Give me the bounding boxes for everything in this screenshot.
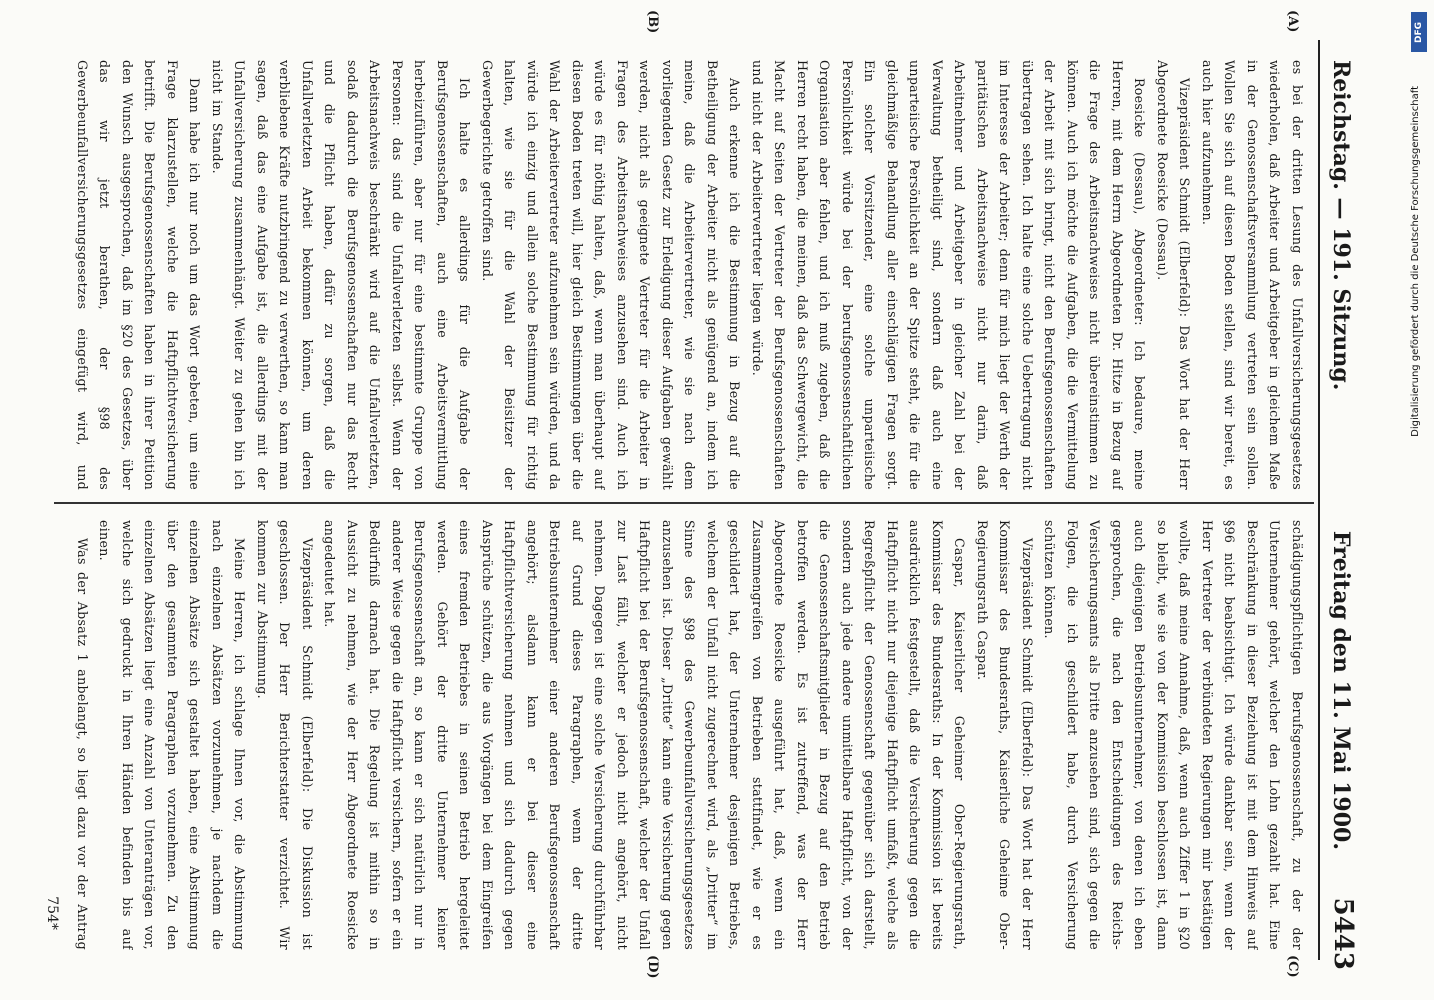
paragraph: Vizepräsident Schmidt (Elberfeld): Das Wort hat der Herr Abgeordnete Roesicke (Dessau). xyxy=(1155,60,1193,490)
paragraph: Auch erkenne ich die Bestimmung in Bezug auf die Betheiligung der Arbeiter nicht als genügend an, indem ich meine, daß die Arbeitervertreter, wie sie nach dem vorliegenden Gesetz zur Erledigung dieser Aufgaben gewählt werden, nicht als geeignete Vertreter für die Arbeiter in Fragen des Arbeitsnachweises anzusehen sind. Auch ich würde es für nöthig halten, daß, wenn man überhaupt auf diesen Boden treten will, hier gleich Bestimmungen über die Wahl der Arbeitervertreter aufzunehmen sein würden, und da würde ich einzig und allein solche Bestimmung für richtig halten, wie sie für die Wahl der Beisitzer der Gewerbegerichte getroffen sind. xyxy=(480,60,743,490)
paragraph: Meine Herren, ich schlage Ihnen vor, die Abstimmung nach einzelnen Absätzen vorzunehmen, je nachdem die einzelnen Absätze sich gestaltet haben, eine Abstimmung über den gesammten Paragraphen vorzunehmen. Zu den einzelnen Absätzen liegt eine Anzahl von Unteranträgen vor, welche sich gedruckt in Ihren Händen befinden bis auf einen. xyxy=(97,520,248,950)
page-number: 5443 xyxy=(1328,897,1358,970)
paragraph: es bei der dritten Lesung des Unfallversicherungsgesetzes wiederholen, daß Arbeiter und Arbeitgeber in gleichem Maße in der Genossenschaftsversammlung vertreten sein sollen. Wollen Sie sich auf diesen Boden stellen, sind wir bereit, es auch hier aufzunehmen. xyxy=(1200,60,1305,490)
column-divider xyxy=(54,502,1314,504)
marker-d: (D) xyxy=(645,955,660,979)
header-session: Reichstag. — 191. Sitzung. xyxy=(1328,60,1354,391)
paragraph: Vizepräsident Schmidt (Elberfeld): Das Wort hat der Herr Kommissar des Bundesraths, Kaiserliche Geheime Ober-Regierungsrath Caspar. xyxy=(975,520,1035,950)
paragraph: Caspar, Kaiserlicher Geheimer Ober-Regierungsrath, Kommissar des Bundesraths: In der Kommission ist bereits ausdrücklich festgestellt, daß die Versicherung gegen die Haftpflicht nicht nur diejenige Haftpflicht umfaßt, welche als Regreßpflicht der Genossenschaft gegenüber sich darstellt, sondern auch jede andere unmittelbare Haftpflicht, von der die Genossenschaftsmitglieder in Bezug auf den Betrieb betroffen werden. Es ist zutreffend, was der Herr Abgeordnete Roesicke ausgeführt hat, daß, wenn ein Zusammengreifen von Betrieben stattfindet, wie er es geschildert hat, der Unternehmer desjenigen Betriebes, welchem der Unfall nicht zugerechnet wird, als „Dritter“ im Sinne des §98 des Gewerbeunfallversicherungsgesetzes anzusehen ist. Dieser „Dritte“ kann eine Versicherung gegen Haftpflicht bei der Berufsgenossenschaft, welcher der Unfall zur Last fällt, welcher er jedoch nicht angehört, nicht nehmen. Dagegen ist eine solche Versicherung durchführbar auf Grund dieses Paragraphen, wenn der dritte Betriebsunternehmer einer anderen Berufsgenossenschaft angehört; alsdann kann er bei dieser eine Haftpflichtversicherung nehmen und sich dadurch gegen Ansprüche schützen, die aus Vorgängen bei dem Eingreifen eines fremden Betriebes in seinen Betrieb hergeleitet werden. Gehört der dritte Unternehmer keiner Berufsgenossenschaft an, so kann er sich natürlich nur in anderer Weise gegen die Haftpflicht versichern, sofern er ein Bedürfniß darnach hat. Die Regelung ist mithin so in Aussicht zu nehmen, wie der Herr Abgeordnete Roesicke angedeutet hat. xyxy=(322,520,968,950)
paragraph: schädigungspflichtigen Berufsgenossenschaft, zu der der Unternehmer gehört, welcher den Lohn gezahlt hat. Eine Beschränkung in dieser Beziehung ist mit dem Hinweis auf §96 nicht beabsichtigt. Ich würde dankbar sein, wenn der Herr Vertreter der verbündeten Regierungen mir bestätigen wollte, daß meine Annahme, daß, wenn auch Ziffer 1 in §20 so bleibt, wie sie von der Kommission beschlossen ist, dann auch diejenigen Betriebsunternehmer, von denen ich eben gesprochen, die nach den Entscheidungen des Reichs-Versicherungsamts als Dritte anzusehen sind, sich gegen die Folgen, die ich geschildert habe, durch Versicherung schützen können. xyxy=(1042,520,1305,950)
digitization-sidebar xyxy=(1408,6,1430,996)
marker-b: (B) xyxy=(645,10,660,34)
paragraph: Vizepräsident Schmidt (Elberfeld): Die Diskussion ist geschlossen. Der Herr Berichterstatter verzichtet. Wir kommen zur Abstimmung. xyxy=(255,520,315,950)
header-date: Freitag den 11. Mai 1900. xyxy=(1328,530,1354,850)
paragraph: Was der Absatz 1 anbelangt, so liegt dazu vor der Antrag xyxy=(75,538,90,950)
paragraph: Ich halte es allerdings für die Aufgabe der Berufsgenossenschaften, auch eine Arbeitsvermittlung herbeizuführen, aber nur für eine bestimmte Gruppe von Personen: das sind die Unfallverletzten selbst. Wenn der Arbeitsnachweis beschränkt wird auf die Unfallverletzten, sodaß dadurch die Berufsgenossenschaften nur das Recht und die Pflicht haben, dafür zu sorgen, daß die Unfallverletzten Arbeit bekommen können, um deren verbliebene Kräfte nutzbringend zu verwerthen, so kann man sagen, daß das eine Aufgabe ist, die allerdings mit der Unfallversicherung zusammenhängt. Weiter zu gehen bin ich nicht im Stande. xyxy=(210,60,473,490)
page-header xyxy=(1318,40,1360,970)
footer-sheet-mark: 754* xyxy=(44,896,60,930)
paragraph: Dann habe ich nur noch um das Wort gebeten, um eine Frage klarzustellen, welche die Haftpflichtversicherung betrifft. Die Berufsgenossenschaften haben in ihrer Petition den Wunsch ausgesprochen, daß im §20 des Gesetzes, über das wir jetzt berathen, der §98 des Gewerbeunfallversicherungsgesetzes eingefügt wird, und xyxy=(75,60,203,490)
dfg-logo-icon: DFG xyxy=(1411,12,1427,52)
marker-a: (A) xyxy=(1285,10,1300,33)
newspaper-page xyxy=(40,10,1360,979)
paragraph: Roesicke (Dessau), Abgeordneter: Ich bedaure, meine Herren, mit dem Herrn Abgeordneten Dr. Hitze in Bezug auf die Frage des Arbeitsnachweises nicht übereinstimmen zu können. Auch ich möchte die Aufgaben, die die Vermittelung der Arbeit mit sich bringt, nicht den Berufsgenossenschaften übertragen sehen. Ich halte eine solche Uebertragung nicht im Interesse der Arbeiter; denn für mich liegt der Werth der paritätischen Arbeitsnachweise nicht nur darin, daß Arbeitnehmer und Arbeitgeber in gleicher Zahl bei der Verwaltung betheiligt sind, sondern daß auch eine unparteiische Persönlichkeit an der Spitze steht, die für die gleichmäßige Behandlung aller einschlägigen Fragen sorgt. Ein solcher Vorsitzender, eine solche unparteiische Persönlichkeit würde bei der berufsgenossenschaftlichen Organisation aber fehlen, und ich muß zugeben, daß die Herren recht haben, die meinen, daß das Schwergewicht, die Macht auf Seiten der Vertreter der Berufsgenossenschaften und nicht der Arbeitervertreter liegen würde. xyxy=(750,60,1148,490)
right-column xyxy=(68,520,1308,950)
left-column xyxy=(68,60,1308,490)
digitization-credit: Digitalisierung gefördert durch die Deutsche Forschungsgemeinschaft xyxy=(1410,86,1421,437)
marker-c: (C) xyxy=(1285,955,1300,978)
